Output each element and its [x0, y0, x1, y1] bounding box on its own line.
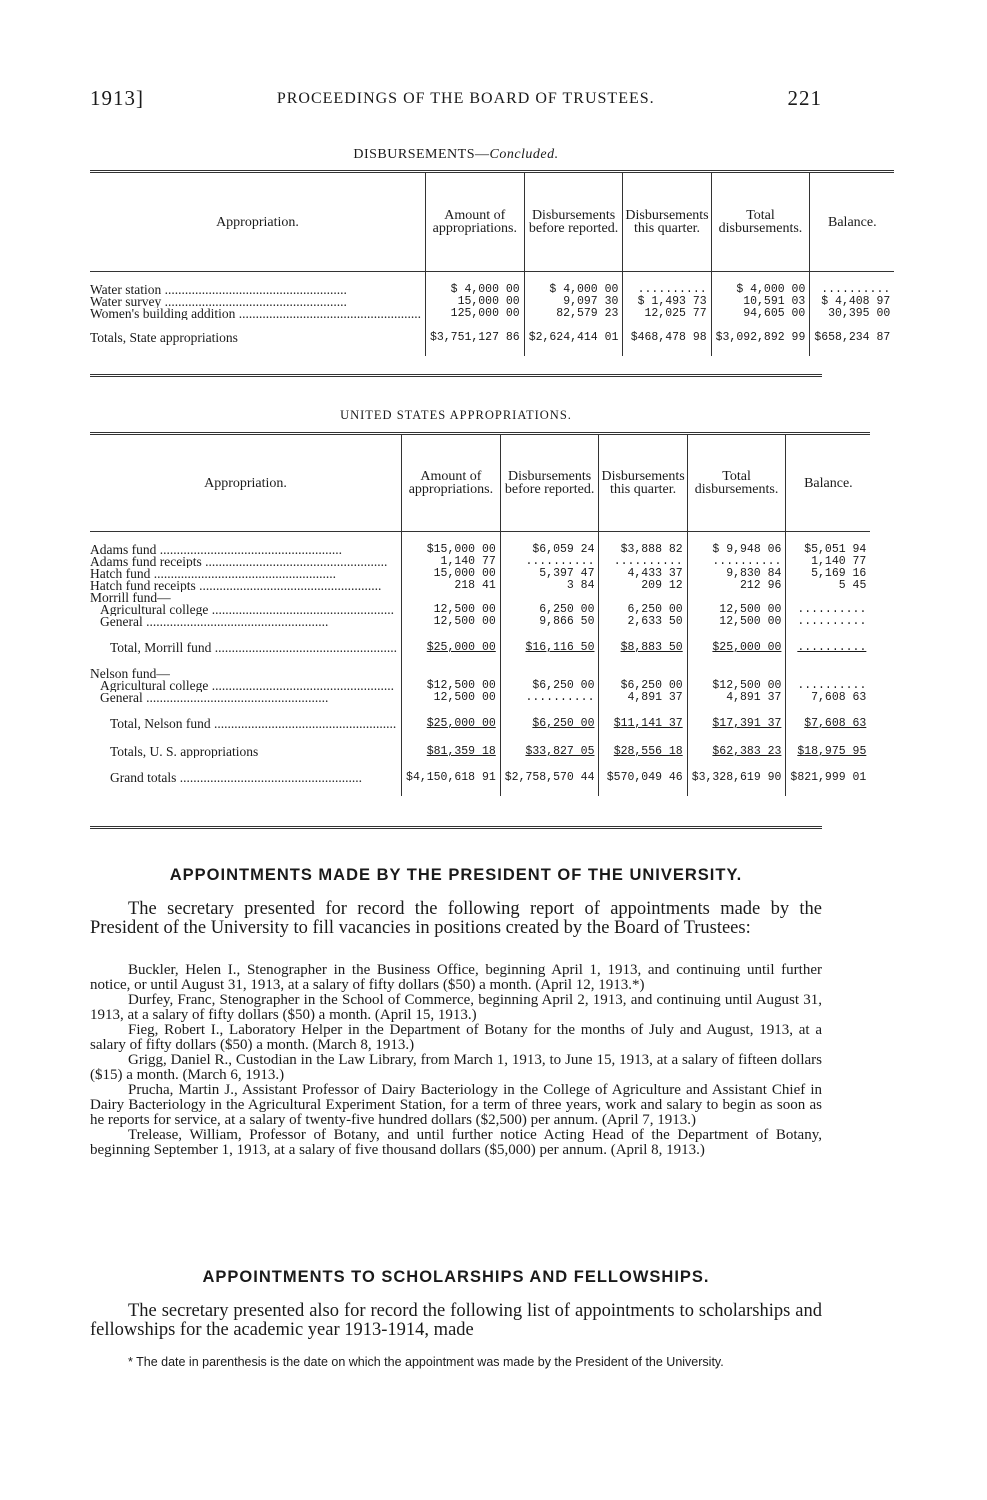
table-header-row: [90, 172, 894, 272]
table-row: Women's building addition ..... 125,000 00 82,579 23 12,025 77 94,605 00 30,395 00: [90, 308, 894, 320]
us-appropriations-table: [90, 432, 870, 796]
table-row: Hatch fund receipts ..... 218 41 3 84 209 12 212 96 5 45: [90, 580, 870, 592]
table-total-row: Totals, State appropriations $3,751,127 86 $2,624,414 01 $468,478 98 $3,092,892 99 $658,234 87: [90, 332, 894, 344]
table-total-row: Totals, U. S. appropriations $81,359 18 $33,827 05 $28,556 18 $62,383 23 $18,975 95: [90, 744, 870, 760]
footnote: * The date in parenthesis is the date on which the appointment was made by the President of the University.: [128, 1355, 724, 1369]
list-item: Durfey, Franc, Stenographer in the School of Commerce, beginning April 2, 1913, and continuing until August 31, 1913, at a salary of fifty dollars ($50) a month. (April 15, 1913.): [90, 992, 822, 1023]
column-header: Amount of appropriations.: [425, 172, 524, 272]
column-header: Disbursements before reported.: [500, 434, 599, 532]
column-header: Balance.: [786, 434, 870, 532]
state-disbursements-table: [90, 170, 894, 356]
table-bottom-rule: [90, 826, 822, 829]
state-table-title: DISBURSEMENTS—Concluded.: [353, 147, 559, 162]
table-row: Hatch fund ..... 15,000 00 5,397 47 4,433 37 9,830 84 5,169 16: [90, 568, 870, 580]
table-row: Nelson fund—: [90, 668, 870, 680]
column-header: Total disbursements.: [687, 434, 786, 532]
appointments-intro: The secretary presented for record the following report of appointments made by the President of the University to fill vacancies in positions created by the Board of Trustees:: [90, 899, 822, 938]
column-header: Amount of appropriations.: [402, 434, 501, 532]
list-item: Prucha, Martin J., Assistant Professor of Dairy Bacteriology in the College of Agriculture and Assistant Chief in Dairy Bacteriology in the Agricultural Experiment Station, for a term of three years, work and salary to begin as soon as he reports for service, at a salary of twenty-five hundred dollars ($2,500) per annum. (April 7, 1913.): [90, 1082, 822, 1128]
column-header: Disbursements this quarter.: [623, 172, 711, 272]
table-header-row: [90, 434, 870, 532]
us-table-title: UNITED STATES APPROPRIATIONS.: [340, 408, 572, 422]
scholarships-heading: APPOINTMENTS TO SCHOLARSHIPS AND FELLOWSHIPS.: [202, 1268, 710, 1286]
page-number: 221: [787, 86, 822, 110]
list-item: Trelease, William, Professor of Botany, and until further notice Acting Head of the Department of Botany, beginning September 1, 1913, at a salary of five thousand dollars ($5,000) per annum. (April 8, 1913.): [90, 1127, 822, 1158]
column-header: Balance.: [810, 172, 894, 272]
table-row: General ..... 12,500 00 9,866 50 2,633 50 12,500 00 ..........: [90, 616, 870, 628]
running-head: [90, 86, 822, 111]
appointments-heading: APPOINTMENTS MADE BY THE PRESIDENT OF THE UNIVERSITY.: [169, 866, 743, 884]
column-header: Disbursements this quarter.: [599, 434, 687, 532]
table-row: Agricultural college ..... $12,500 00 $6,250 00 $6,250 00 $12,500 00 ..........: [90, 680, 870, 692]
table-row: Adams fund ..... $15,000 00 $6,059 24 $3,888 82 $ 9,948 06 $5,051 94: [90, 544, 870, 556]
list-item: Grigg, Daniel R., Custodian in the Law Library, from March 1, 1913, to June 15, 1913, at a salary of fifteen dollars ($15) a month. (March 6, 1913.): [90, 1052, 822, 1083]
table-grand-total-row: Grand totals ..... $4,150,618 91 $2,758,570 44 $570,049 46 $3,328,619 90 $821,999 01: [90, 772, 870, 784]
list-item: Buckler, Helen I., Stenographer in the Business Office, beginning April 1, 1913, and continuing until further notice, or until August 31, 1913, at a salary of fifty dollars ($50) a month. (April 12, 1913.*): [90, 962, 822, 993]
appointments-list: [90, 963, 822, 1158]
column-header: Total disbursements.: [711, 172, 810, 272]
table-row: Morrill fund—: [90, 592, 870, 604]
table-row: Water station ..... $ 4,000 00 $ 4,000 00 .......... $ 4,000 00 ..........: [90, 284, 894, 296]
table-total-row: Total, Morrill fund ..... $25,000 00 $16,116 50 $8,883 50 $25,000 00 ..........: [90, 640, 870, 656]
table-row: Water survey ..... 15,000 00 9,097 30 $ 1,493 73 10,591 03 $ 4,408 97: [90, 296, 894, 308]
column-header: Appropriation.: [204, 475, 287, 491]
running-head-title: PROCEEDINGS OF THE BOARD OF TRUSTEES.: [276, 89, 655, 107]
table-row: Adams fund receipts ..... 1,140 77 .......... .......... .......... 1,140 77: [90, 556, 870, 568]
running-head-year: 1913]: [90, 86, 144, 110]
table-row: Agricultural college ..... 12,500 00 6,250 00 6,250 00 12,500 00 ..........: [90, 604, 870, 616]
list-item: Fieg, Robert I., Laboratory Helper in the Department of Botany for the months of July and August, 1913, at a salary of fifty dollars ($50) a month. (March 8, 1913.): [90, 1022, 822, 1053]
column-header: Appropriation.: [216, 214, 299, 230]
table-bottom-rule: [90, 374, 822, 377]
column-header: Disbursements before reported.: [524, 172, 623, 272]
table-total-row: Total, Nelson fund ..... $25,000 00 $6,250 00 $11,141 37 $17,391 37 $7,608 63: [90, 716, 870, 732]
scholarships-intro: The secretary presented also for record the following list of appointments to scholarships and fellowships for the academic year 1913-1914, made: [90, 1301, 822, 1340]
table-row: General ..... 12,500 00 .......... 4,891 37 4,891 37 7,608 63: [90, 692, 870, 704]
